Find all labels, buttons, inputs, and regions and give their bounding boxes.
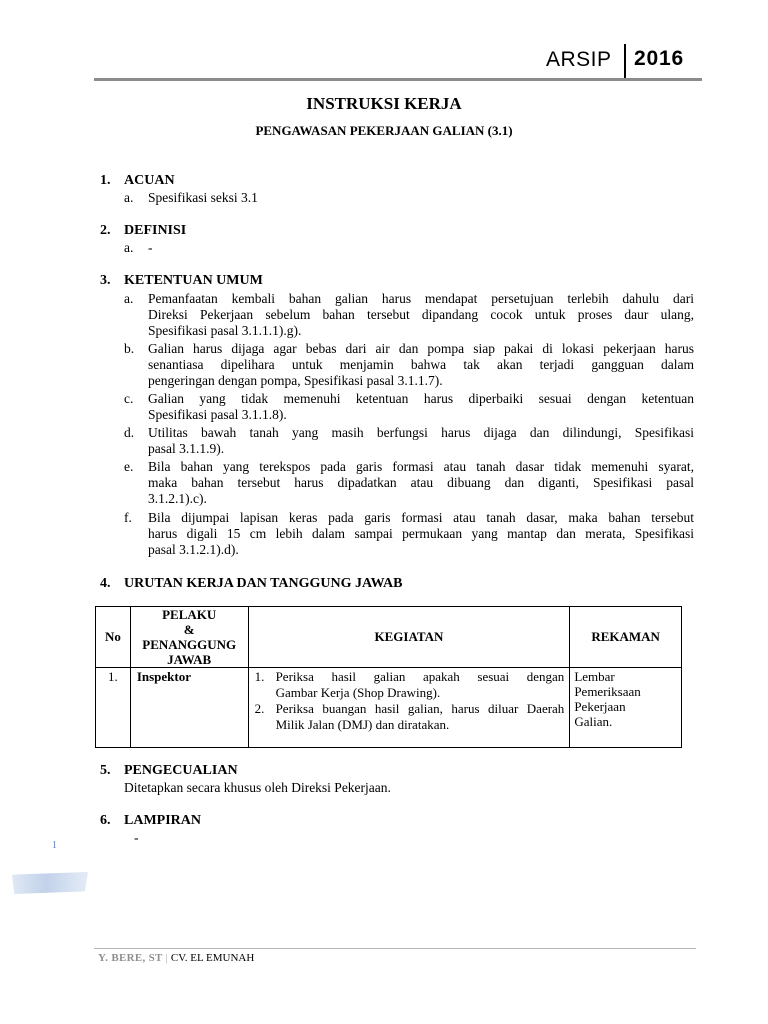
footer-company: CV. EL EMUNAH	[170, 952, 255, 964]
item-letter: b.	[124, 341, 135, 356]
footer	[98, 952, 254, 964]
section-number: 6.	[100, 813, 111, 828]
section-definisi-heading	[100, 223, 186, 239]
header-divider	[624, 44, 626, 80]
section-acuan-heading	[100, 173, 175, 189]
item-line: Bila bahan yang terekspos pada garis formasi atau tanah dasar tidak memenuhi syarat,	[148, 459, 694, 474]
logo-watermark	[12, 872, 88, 894]
section-title: DEFINISI	[124, 223, 187, 238]
document-title: INSTRUKSI KERJA	[306, 94, 462, 113]
section-title: URUTAN KERJA DAN TANGGUNG JAWAB	[124, 576, 403, 591]
item-letter: d.	[124, 425, 135, 440]
archive-label: ARSIP	[546, 48, 612, 71]
page-number: 1	[52, 840, 57, 851]
item-line: pengeringan dengan pompa, Spesifikasi pasal 3.1.1.7).	[148, 373, 443, 388]
step-line: Milik Jalan (DMJ) dan diratakan.	[275, 717, 450, 732]
rekaman-line: Pekerjaan	[574, 699, 626, 714]
item-line: Spesifikasi pasal 3.1.1.1).g).	[148, 323, 302, 338]
item-letter: f.	[124, 510, 132, 525]
section-number: 5.	[100, 763, 111, 778]
section-lampiran-heading	[100, 813, 201, 829]
footer-author: Y. BERE, ST	[98, 952, 163, 964]
kegiatan-step	[250, 701, 569, 733]
work-table	[95, 606, 682, 748]
pengecualian-text: Ditetapkan secara khusus oleh Direksi Pekerjaan.	[124, 780, 391, 795]
step-line: Periksa buangan hasil galian, harus diluar Daerah	[275, 701, 565, 716]
kegiatan-step	[250, 669, 569, 701]
header-pelaku-line: PELAKU	[162, 607, 217, 622]
step-number: 1.	[254, 669, 265, 684]
item-letter: a.	[124, 291, 134, 306]
item-line: Galian harus dijaga agar bebas dari air dan pompa siap pakai di lokasi pekerjaan harus	[148, 341, 694, 356]
header-pelaku-line: &	[183, 622, 195, 637]
header-kegiatan: KEGIATAN	[248, 607, 570, 668]
section-number: 1.	[100, 173, 111, 188]
item-line: 3.1.2.1).c).	[148, 491, 207, 506]
step-line: Gambar Kerja (Shop Drawing).	[275, 685, 441, 700]
item-line: Pemanfaatan kembali bahan galian harus mendapat persetujuan terlebih dahulu dari	[148, 291, 694, 306]
step-line: Periksa hasil galian apakah sesuai dengan	[275, 669, 565, 684]
cell-pelaku: Inspektor	[130, 668, 248, 748]
rekaman-line: Pemeriksaan	[574, 684, 641, 699]
section-urutan-heading	[100, 576, 402, 592]
footer-separator: |	[165, 952, 168, 964]
item-line: pasal 3.1.1.9).	[148, 441, 225, 456]
header-pelaku-line: JAWAB	[167, 652, 212, 667]
item-text: -	[148, 240, 153, 255]
section-number: 4.	[100, 576, 111, 591]
table-row	[96, 668, 682, 748]
section-number: 2.	[100, 223, 111, 238]
item-line: senantiasa dipelihara untuk menjamin bahwa tak akan terjadi gangguan dalam	[148, 357, 694, 372]
item-line: Galian yang tidak memenuhi ketentuan harus diperbaiki sesuai dengan ketentuan	[148, 391, 694, 406]
step-number: 2.	[254, 701, 265, 716]
footer-rule	[94, 948, 696, 949]
rekaman-line: Lembar	[574, 669, 615, 684]
lampiran-text: -	[134, 830, 139, 845]
item-text: Spesifikasi seksi 3.1	[148, 190, 258, 205]
cell-rekaman	[570, 668, 682, 748]
section-title: PENGECUALIAN	[124, 763, 238, 778]
section-title: ACUAN	[124, 173, 175, 188]
header-rule	[94, 78, 702, 81]
item-letter: a.	[124, 190, 134, 205]
item-line: Spesifikasi pasal 3.1.1.8).	[148, 407, 287, 422]
header-no: No	[96, 607, 131, 668]
cell-no: 1.	[96, 668, 131, 748]
item-line: Utilitas bawah tanah yang masih berfungsi harus dijaga dan dilindungi, Spesifikasi	[148, 425, 694, 440]
section-number: 3.	[100, 273, 111, 288]
item-line: Direksi Pekerjaan sebelum bahan tersebut dipandang cocok untuk proses daur ulang,	[148, 307, 694, 322]
item-letter: e.	[124, 459, 134, 474]
item-line: maka bahan tersebut harus dipadatkan atau dibuang dan diganti, Spesifikasi pasal	[148, 475, 694, 490]
item-line: harus digali 15 cm lebih dalam sampai permukaan yang mantap dan merata, Spesifikasi	[148, 526, 694, 541]
table-header-row	[96, 607, 682, 668]
item-line: pasal 3.1.2.1).d).	[148, 542, 239, 557]
header-pelaku-line: PENANGGUNG	[142, 637, 237, 652]
item-line: Bila dijumpai lapisan keras pada garis formasi atau tanah dasar, maka bahan tersebut	[148, 510, 694, 525]
document-subtitle: PENGAWASAN PEKERJAAN GALIAN (3.1)	[255, 123, 513, 138]
header-rekaman: REKAMAN	[570, 607, 682, 668]
section-pengecualian-heading	[100, 763, 238, 779]
cell-kegiatan	[248, 668, 570, 748]
item-letter: a.	[124, 240, 134, 255]
rekaman-line: Galian.	[574, 714, 613, 729]
archive-year: 2016	[634, 47, 684, 70]
section-title: LAMPIRAN	[124, 813, 201, 828]
section-ketentuan-heading	[100, 273, 263, 289]
header-pelaku	[130, 607, 248, 668]
item-letter: c.	[124, 391, 134, 406]
section-title: KETENTUAN UMUM	[124, 273, 263, 288]
